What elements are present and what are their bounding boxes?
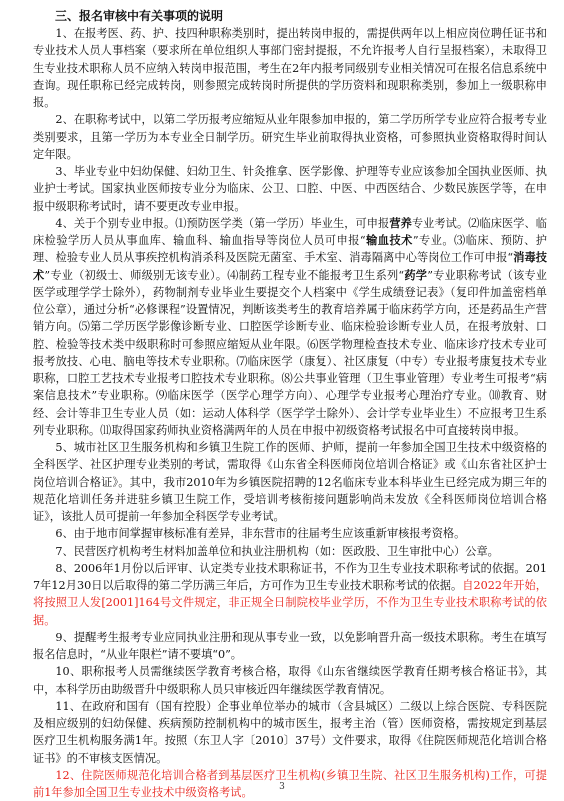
section-heading: 三、报名审核中有关事项的说明 [55, 9, 224, 23]
paragraph-4-segment: 消毒技术 [33, 250, 547, 282]
paragraph-3 [33, 163, 547, 215]
paragraph-4-segment: ”专业职称考试（该专业医学或理学学士除外），药物制剂专业毕业生要提交个人档案中《学生成绩登记表》（复印件加盖密档单位公章），通过分析“必修课程”设置情况，判断该类考生的教育培养属于临床药学方向，还是药品生产营销方向。⑸第二学历医学影像诊断专业、口腔医学诊断专业、临床检验诊断专业人员，在报考放射、口腔、检验等技术类中级职称时可参照应缩短从业年限。⑹医学物理检查技术专业、临床诊疗技术专业可报考放技、心电、脑电等技术专业职称。⑺临床医学（康复）、社区康复（中专）专业报考康复技术专业职称，口腔工艺技术专业报考口腔技术专业职称。⑻公共事业管理（卫生事业管理）专业考生可报考“病案信息技术”专业职称。⑼临床医学（医学心理学方向）、心理学专业报考心理治疗专业。⑽教育、财经、会计等非卫生专业人员（如：运动人体科学（医学学士除外）、会计学专业毕业生）不应报考卫生系列专业职称。⑾取得国家药师执业资格满两年的人员在申报中初级资格考试报名中可直接转岗申报。 [33, 268, 547, 437]
paragraph-4 [33, 215, 547, 439]
paragraph-list [33, 25, 547, 801]
paragraph-11-segment: 11、在政府和国有（国有控股）企事业单位举办的城市（含县城区）二级以上综合医院、专科医院及相应级别的妇幼保健、疾病预防控制机构中的城市医生，报考主治（管）医师资格，需按规定到基层医疗卫生机构服务满1年。按照（东卫人字〔2010〕37号）文件要求，取得《住院医师规范化培训合格证书》的不审核支医情况。 [33, 699, 547, 765]
page-number: 3 [279, 782, 285, 792]
paragraph-9-segment: 9、提醒考生报考专业应同执业注册和现从事专业一致，以免影响晋升高一级技术职称。考生在填写报名信息时，“从业年限栏”请不要填“0”。 [33, 630, 547, 661]
paragraph-4-segment: 专业考试。⑵临床医学、临床检验学历人员从事血库、输血科、输血指导等岗位人员可申报“ [33, 216, 547, 247]
paragraph-4-segment: ”专业（初级士、师级别无该专业）。⑷制药工程专业不能报考卫生系列“ [44, 268, 405, 282]
paragraph-2 [33, 111, 547, 163]
paragraph-6 [33, 525, 547, 542]
paragraph-7 [33, 543, 547, 560]
paragraph-4-segment: ”专业。⑶临床、预防、护理、检验专业人员从事疾控机构消杀科及医院无菌室、手术室、消毒隔离中心等岗位工作可申报“ [33, 234, 547, 265]
paragraph-2-segment: 2、在职称考试中，以第二学历报考应缩短从业年限参加申报的，第二学历所学专业应符合报考专业类别要求，且第一学历为本专业全日制学历。研究生毕业前取得执业资格，可参照执业资格取得时间认定年限。 [33, 113, 547, 161]
paragraph-4-segment: 输血技术 [365, 233, 413, 247]
paragraph-7-segment: 7、民营医疗机构考生材料加盖单位和执业注册机构（如：医政股、卫生审批中心）公章。 [55, 544, 499, 558]
document-body [33, 8, 547, 801]
paragraph-9 [33, 629, 547, 664]
paragraph-4-segment: 药学 [404, 267, 428, 282]
paragraph-12-segment: 12、住院医师规范化培训合格者到基层医疗卫生机构(乡镇卫生院、社区卫生服务机构)工作，可提前1年参加全国卫生专业技术中级资格考试。 [33, 768, 547, 799]
paragraph-8 [33, 560, 547, 629]
paragraph-4-segment: 营养 [389, 215, 412, 230]
paragraph-5-segment: 5、城市社区卫生服务机构和乡镇卫生院工作的医师、护师，提前一年参加全国卫生技术中级资格的全科医学、社区护理专业类别的考试，需取得《山东省全科医师岗位培训合格证》或《山东省社区护士岗位培训合格证》。其中，我市2010年为乡镇医院招聘的12名临床专业本科毕业生已经完成为期三年的规范化培训任务并进驻乡镇卫生院工作，受培训考核衔接问题影响尚未发放《全科医师岗位培训合格证》，该批人员可提前一年参加全科医学专业考试。 [33, 441, 547, 523]
paragraph-4-segment: 4、关于个别专业申报。⑴预防医学类（第一学历）毕业生，可申报 [55, 216, 390, 230]
paragraph-8-segment: 8、2006年1月份以后评审、认定类专业技术职称证书，不作为卫生专业技术职称考试的依据。2017年12月30日以后取得的第二学历满三年后，方可作为卫生专业技术职称考试的依据。 [33, 561, 547, 592]
paragraph-10 [33, 663, 547, 698]
paragraph-11 [33, 698, 547, 767]
paragraph-1 [33, 25, 547, 111]
paragraph-5 [33, 439, 547, 525]
paragraph-8-segment: 自2022年开始，将按照卫人发[2001]164号文件规定，非正规全日制院校毕业学历，不作为卫生专业技术职称考试的依据。 [33, 579, 547, 627]
paragraph-10-segment: 10、职称报考人员需继续医学教育考核合格，取得《山东省继续医学教育任期考核合格证书》，其中，本科学历由助级晋升中级职称人员只审核近四年继续医学教育情况。 [33, 665, 547, 696]
paragraph-3-segment: 3、毕业专业中妇幼保健、妇幼卫生、针灸推拿、医学影像、护理等专业应该参加全国执业医师、执业护士考试。国家执业医师按专业分为临床、公卫、口腔、中医、中西医结合、少数民族医学等，在申报中级职称考试时，请不要更改专业申报。 [33, 165, 547, 213]
paragraph-1-segment: 1、在报考医、药、护、技四种职称类别时，提出转岗申报的，需提供两年以上相应岗位聘任证书和专业技术人员人事档案（要求所在单位组织人事部门密封提报，不允许报考人自行呈报档案），未取得卫生专业技术职称人员不应纳入转岗申报范围，考生在2年内报考同级别专业相关情况可在报名信息系统中查询。现任职称已经完成转岗，则参照完成转岗时所提供的学历资料和现职称类别，参加上一级职称申报。 [33, 27, 547, 109]
paragraph-6-segment: 6、由于地市间掌握审核标准有差异，非东营市的往届考生应该重新审核报考资格。 [55, 527, 466, 541]
